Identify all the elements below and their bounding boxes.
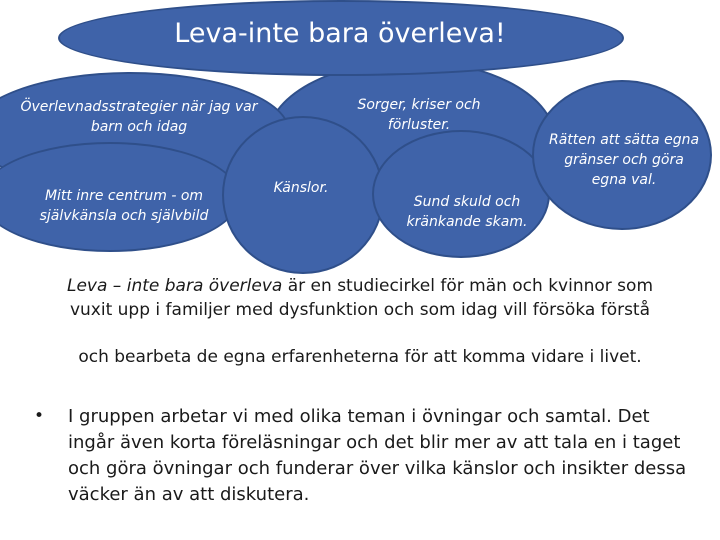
bubble-label-sorrow: Sorger, kriser och förluster. — [357, 97, 481, 133]
bubble-label-survival: Överlevnadsstrategier när jag var barn och idag — [20, 99, 258, 135]
study-circle-name: Leva – inte bara överleva — [67, 276, 283, 296]
bubble-label-shame: Sund skuld och kränkande skam. — [406, 194, 528, 230]
intro-line-3: och bearbeta de egna erfarenheterna för att komma vidare i livet. — [78, 347, 642, 367]
bubble-label-centre: Mitt inre centrum - om självkänsla och självbild — [39, 188, 209, 224]
bullet-marker: • — [34, 406, 45, 426]
bullet-text: I gruppen arbetar vi med olika teman i övningar och samtal. Det ingår även korta föreläsningar och det blir mer av att tala en i taget och göra övningar och funderar över vilka känslor och insikter dessa väcker än av att diskutera. — [68, 406, 687, 505]
intro-line-1 — [10, 274, 710, 298]
bubble-label-rights: Rätten att sätta egna gränser och göra egna val. — [548, 132, 700, 188]
intro-line-2: vuxit upp i familjer med dysfunktion och som idag vill försöka förstå — [69, 300, 651, 320]
page-title: Leva-inte bara överleva! — [174, 18, 506, 49]
intro-line-1-rest: är en studiecirkel för män och kvinnor som — [282, 276, 653, 296]
bubble-label-feelings: Känslor. — [273, 180, 329, 196]
